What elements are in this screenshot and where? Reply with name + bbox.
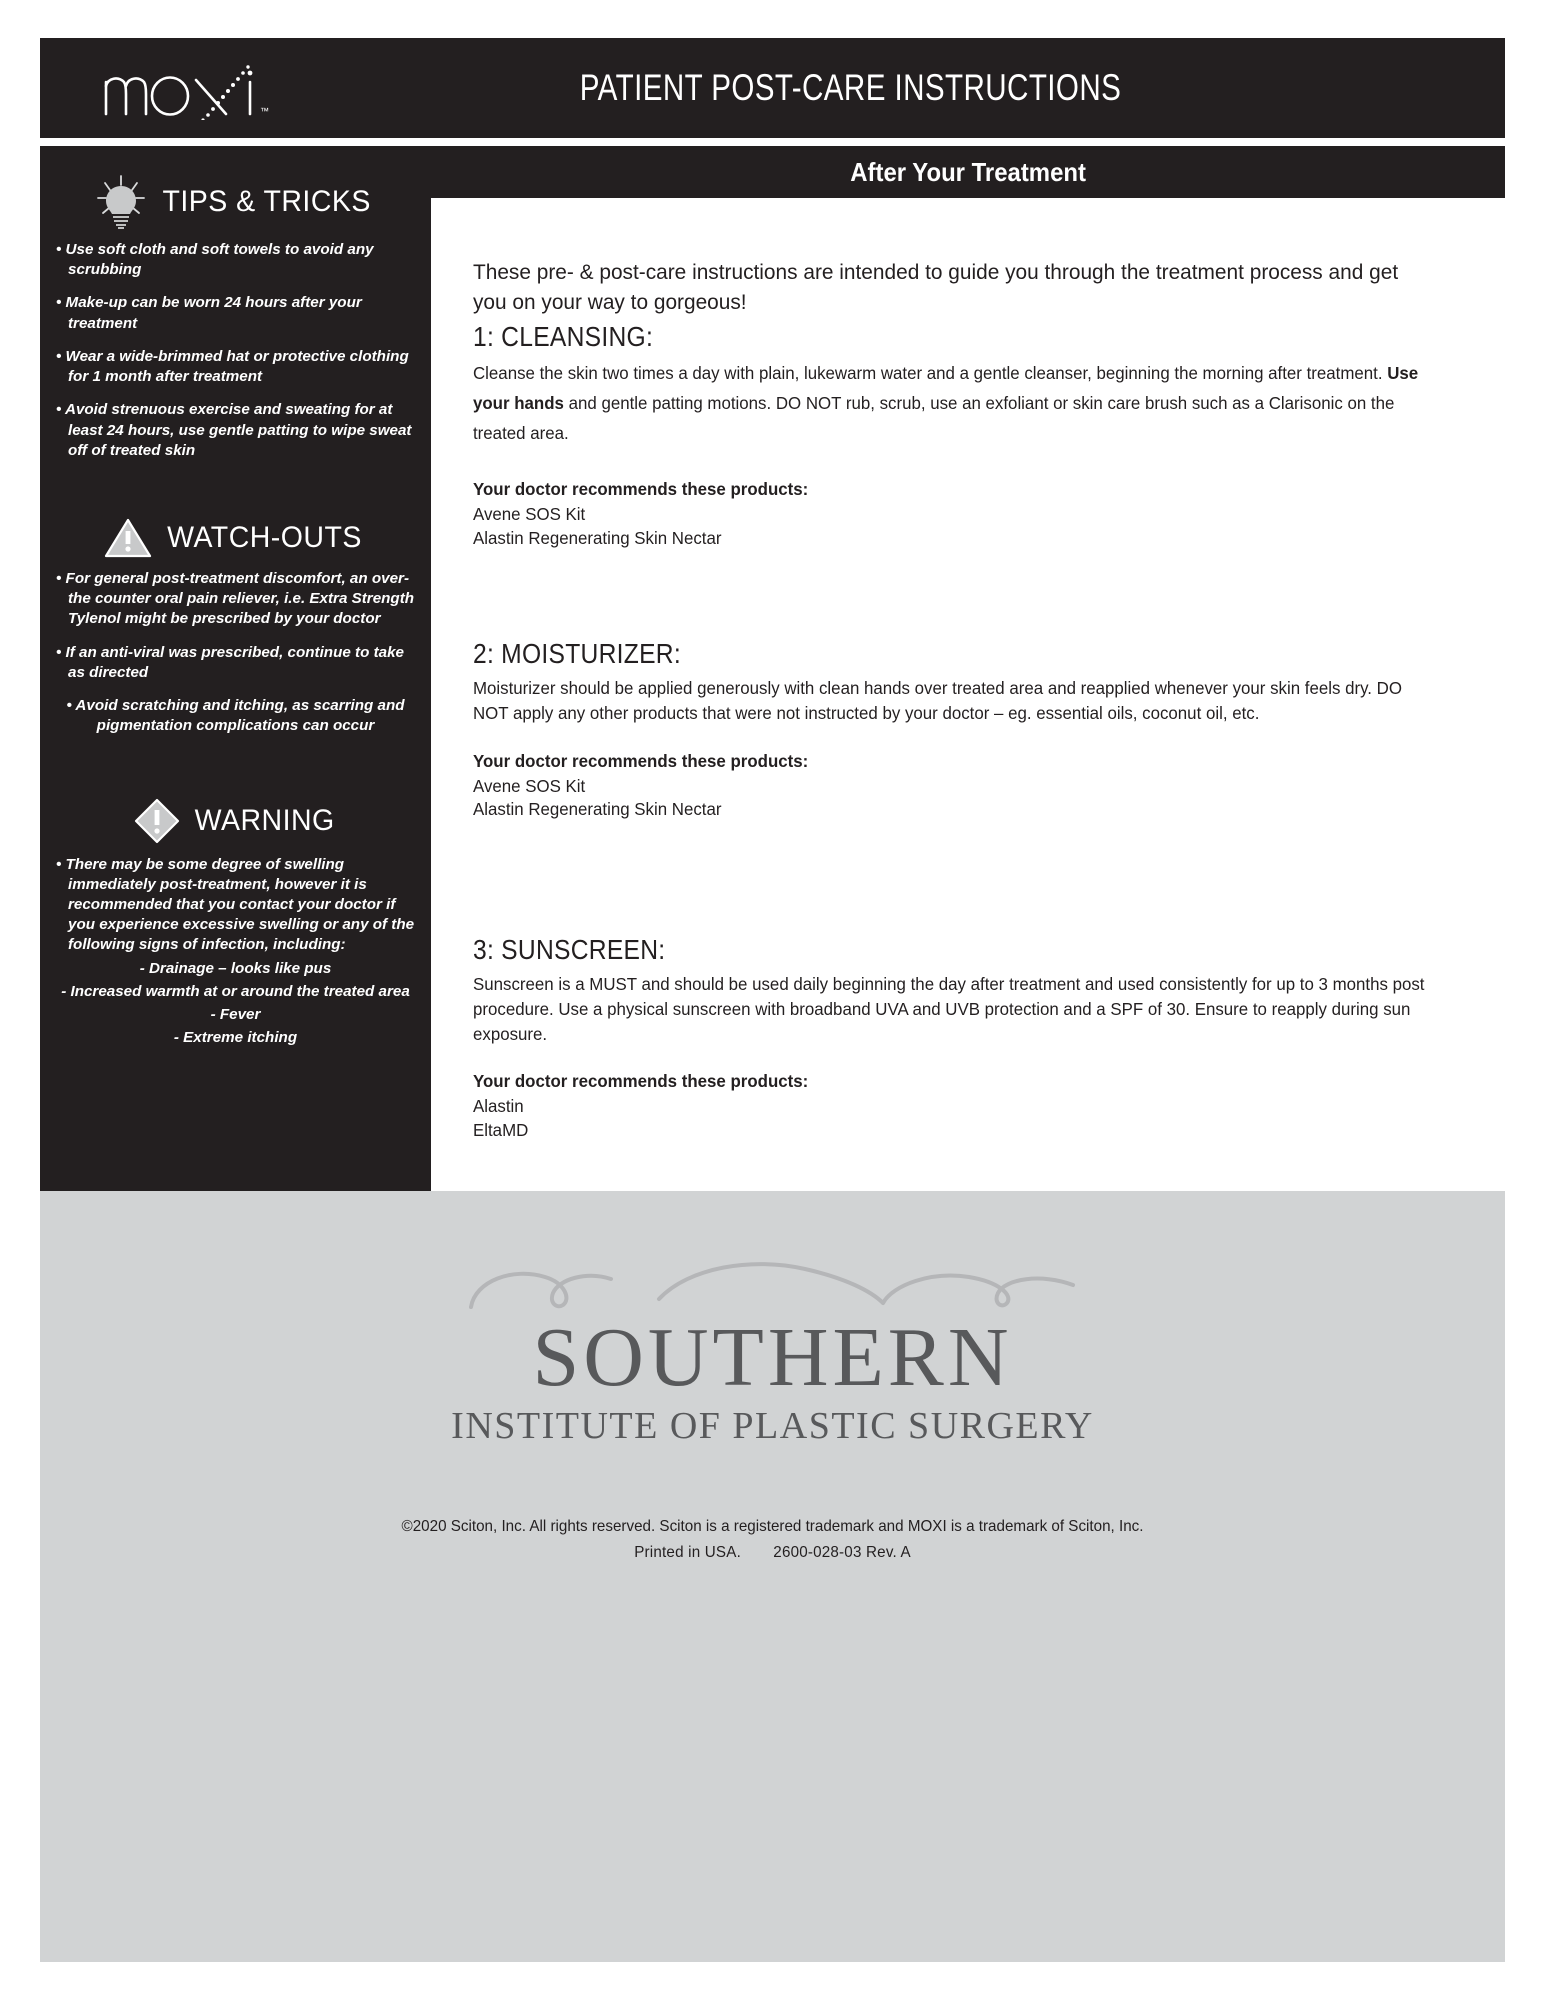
- main-section-title: After Your Treatment: [850, 156, 1086, 187]
- sidebar-section-tips-header: [54, 174, 417, 230]
- list-item: • Make-up can be worn 24 hours after your treatment: [56, 294, 362, 332]
- copyright-line-2: [402, 1540, 1144, 1566]
- clinic-logo-flourish-icon: [453, 1233, 1093, 1311]
- step-1-body-emphasis: Use your hands: [473, 363, 1419, 414]
- sidebar-section-warning-title: WARNING: [194, 803, 335, 837]
- list-item: - Extreme itching: [173, 1029, 298, 1047]
- intro-paragraph: These pre- & post-care instructions are intended to guide you through the treatment process and get you on your way to gorgeous!: [473, 260, 1399, 314]
- clinic-logo: [443, 1233, 1103, 1448]
- step-1-recommend-label: Your doctor recommends these products:: [473, 479, 809, 500]
- copyright-block: [402, 1514, 1144, 1565]
- step-1-product: Alastin Regenerating Skin Nectar: [473, 527, 722, 548]
- main-section-header: [431, 146, 1505, 198]
- sidebar: [40, 146, 431, 1191]
- step-3-product: EltaMD: [473, 1119, 529, 1140]
- step-2-recommend-label: Your doctor recommends these products:: [473, 750, 809, 771]
- step-3-product: Alastin: [473, 1096, 524, 1117]
- page-footer: [40, 1191, 1505, 1962]
- sidebar-section-tips-title: TIPS & TRICKS: [162, 185, 371, 218]
- printed-in-usa: Printed in USA.: [634, 1543, 741, 1561]
- list-item: • Use soft cloth and soft towels to avoid any scrubbing: [56, 241, 374, 279]
- list-item: • Avoid strenuous exercise and sweating for at least 24 hours, use gentle patting to wipe sweat off of treated skin: [56, 401, 412, 459]
- list-item: • Avoid scratching and itching, as scarring and pigmentation complications can occur: [66, 697, 405, 735]
- warning-list: [54, 855, 417, 1049]
- part-number: 2600-028-03 Rev. A: [773, 1543, 911, 1561]
- list-item: - Increased warmth at or around the treated area: [61, 982, 410, 1000]
- sidebar-section-warning-header: [54, 797, 417, 845]
- list-item: - Fever: [210, 1006, 261, 1024]
- list-item: • Wear a wide-brimmed hat or protective clothing for 1 month after treatment: [56, 347, 409, 386]
- step-1-product: Avene SOS Kit: [473, 504, 586, 525]
- main-content: [431, 198, 1505, 1191]
- step-3-recommend-label: Your doctor recommends these products:: [473, 1071, 809, 1092]
- clinic-name: SOUTHERN: [532, 1311, 1013, 1404]
- page-header: [40, 38, 1505, 138]
- step-1-body: [473, 359, 1426, 449]
- list-item: • For general post-treatment discomfort, an over-the counter oral pain reliever, i.e. Extra Strength Tylenol might be prescribed by your doctor: [56, 569, 415, 628]
- copyright-line-1: ©2020 Sciton, Inc. All rights reserved. Sciton is a registered trademark and MOXI is a trademark of Sciton, Inc.: [401, 1518, 1144, 1535]
- sidebar-section-watchouts-title: WATCH-OUTS: [167, 520, 362, 554]
- step-2-product: Alastin Regenerating Skin Nectar: [473, 799, 722, 820]
- warning-triangle-icon: [104, 517, 152, 559]
- step-1-body-part2: and gentle patting motions. DO NOT rub, scrub, use an exfoliant or skin care brush such as a Clarisonic on the treated area.: [473, 393, 1395, 444]
- sidebar-section-watchouts-header: [54, 517, 417, 559]
- page-title: PATIENT POST-CARE INSTRUCTIONS: [579, 67, 1122, 108]
- step-2-product: Avene SOS Kit: [473, 775, 586, 796]
- svg-text:™: ™: [260, 106, 269, 116]
- moxi-logo-icon: [100, 56, 300, 120]
- step-1-body-part1: Cleanse the skin two times a day with plain, lukewarm water and a gentle cleanser, beginning the morning after treatment.: [473, 363, 1388, 384]
- step-2-title: 2: MOISTURIZER:: [473, 638, 681, 670]
- list-item: • There may be some degree of swelling immediately post-treatment, however it is recommended that you contact your doctor if you experience excessive swelling or any of the following signs of infection, including:: [56, 855, 415, 954]
- clinic-subtitle: INSTITUTE OF PLASTIC SURGERY: [451, 1405, 1094, 1447]
- step-2-body: Moisturizer should be applied generously with clean hands over treated area and reapplied whenever your skin feels dry. DO NOT apply any other products that were not instructed by your doctor – eg. essential oils, coconut oil, etc.: [473, 678, 1402, 724]
- warning-diamond-icon: [133, 797, 181, 845]
- list-item: - Drainage – looks like pus: [139, 959, 332, 977]
- list-item: • If an anti-viral was prescribed, continue to take as directed: [56, 643, 404, 681]
- watchouts-list: [54, 569, 417, 737]
- moxi-logo: [40, 56, 340, 120]
- step-3-title: 3: SUNSCREEN:: [473, 933, 666, 965]
- tips-list: [54, 240, 417, 461]
- step-3-body: Sunscreen is a MUST and should be used daily beginning the day after treatment and used consistently for up to 3 months post procedure. Use a physical sunscreen with broadband UVA and UVB protection and a SPF of 30. Ensure to reapply during sun exposure.: [473, 973, 1425, 1044]
- step-1-title: 1: CLEANSING:: [473, 321, 654, 353]
- lightbulb-icon: [95, 174, 147, 230]
